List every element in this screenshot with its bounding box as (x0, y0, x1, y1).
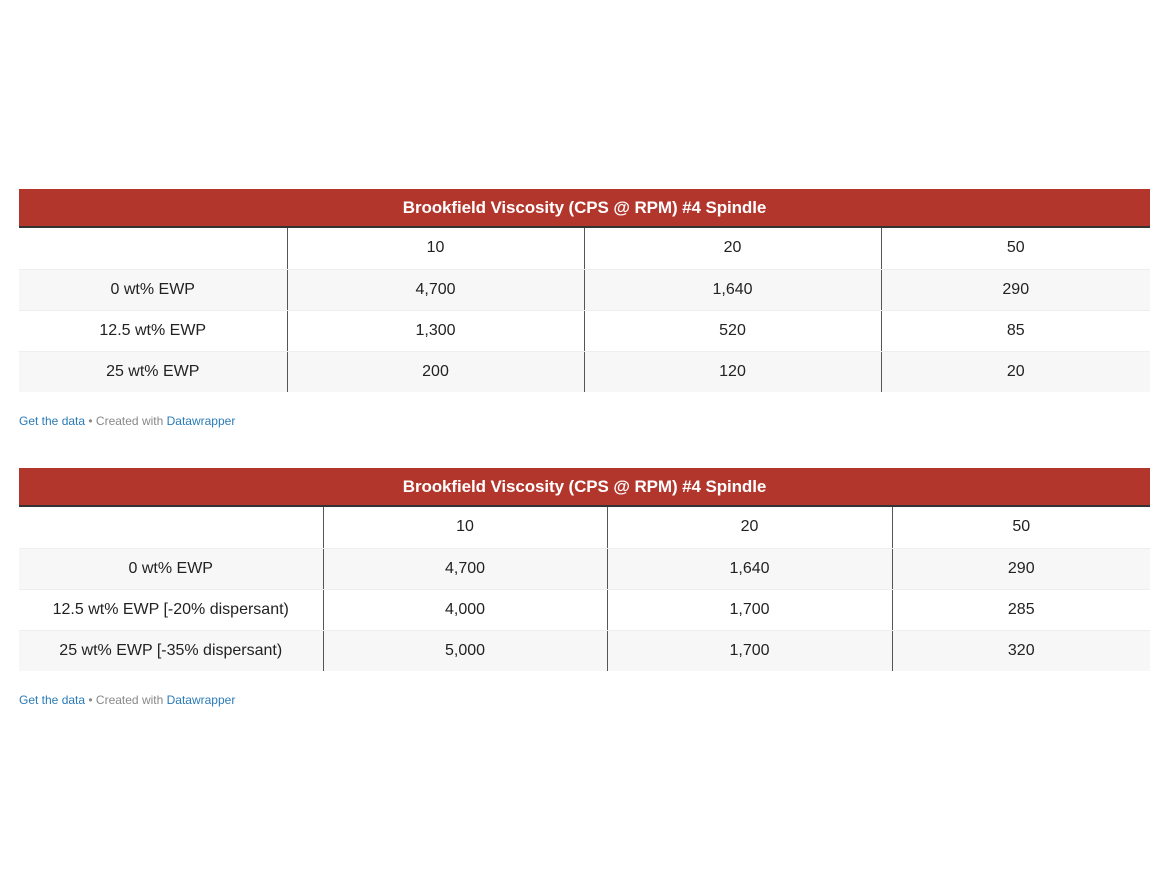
table-cell: 4,000 (323, 589, 607, 630)
table-row (19, 310, 1150, 351)
table-cell: 1,700 (607, 630, 892, 671)
row-label: 25 wt% EWP (19, 351, 287, 392)
header-cell: 20 (584, 228, 881, 269)
row-label: 0 wt% EWP (19, 548, 323, 589)
footer-separator: • Created with (85, 693, 167, 707)
header-cell: 20 (607, 507, 892, 548)
table-cell: 1,300 (287, 310, 584, 351)
row-label: 12.5 wt% EWP (19, 310, 287, 351)
table-cell: 85 (881, 310, 1150, 351)
row-label: 25 wt% EWP [-35% dispersant) (19, 630, 323, 671)
table-cell: 520 (584, 310, 881, 351)
viscosity-table-1 (19, 189, 1150, 428)
viscosity-table-2 (19, 468, 1150, 707)
table-cell: 1,640 (607, 548, 892, 589)
data-table (19, 228, 1150, 392)
header-cell (19, 507, 323, 548)
data-table (19, 507, 1150, 671)
datawrapper-link[interactable]: Datawrapper (166, 414, 236, 428)
row-label: 0 wt% EWP (19, 269, 287, 310)
table-cell: 200 (287, 351, 584, 392)
table-row (19, 351, 1150, 392)
header-cell: 10 (323, 507, 607, 548)
header-cell: 50 (881, 228, 1150, 269)
table-cell: 4,700 (287, 269, 584, 310)
table-title: Brookfield Viscosity (CPS @ RPM) #4 Spindle (19, 189, 1150, 228)
table-cell: 120 (584, 351, 881, 392)
header-row (19, 507, 1150, 548)
header-cell: 10 (287, 228, 584, 269)
table-row (19, 548, 1150, 589)
table-cell: 320 (892, 630, 1150, 671)
header-cell (19, 228, 287, 269)
get-the-data-link[interactable]: Get the data (19, 414, 86, 428)
table-row (19, 630, 1150, 671)
header-cell: 50 (892, 507, 1150, 548)
table-title: Brookfield Viscosity (CPS @ RPM) #4 Spindle (19, 468, 1150, 507)
table-cell: 20 (881, 351, 1150, 392)
chart-footer (19, 693, 1150, 707)
table-cell: 1,640 (584, 269, 881, 310)
table-cell: 5,000 (323, 630, 607, 671)
table-cell: 285 (892, 589, 1150, 630)
table-cell: 1,700 (607, 589, 892, 630)
footer-separator: • Created with (85, 414, 167, 428)
table-cell: 4,700 (323, 548, 607, 589)
row-label: 12.5 wt% EWP [-20% dispersant) (19, 589, 323, 630)
datawrapper-link[interactable]: Datawrapper (166, 693, 236, 707)
chart-footer (19, 414, 1150, 428)
table-row (19, 269, 1150, 310)
header-row (19, 228, 1150, 269)
get-the-data-link[interactable]: Get the data (19, 693, 86, 707)
table-cell: 290 (881, 269, 1150, 310)
table-cell: 290 (892, 548, 1150, 589)
table-row (19, 589, 1150, 630)
